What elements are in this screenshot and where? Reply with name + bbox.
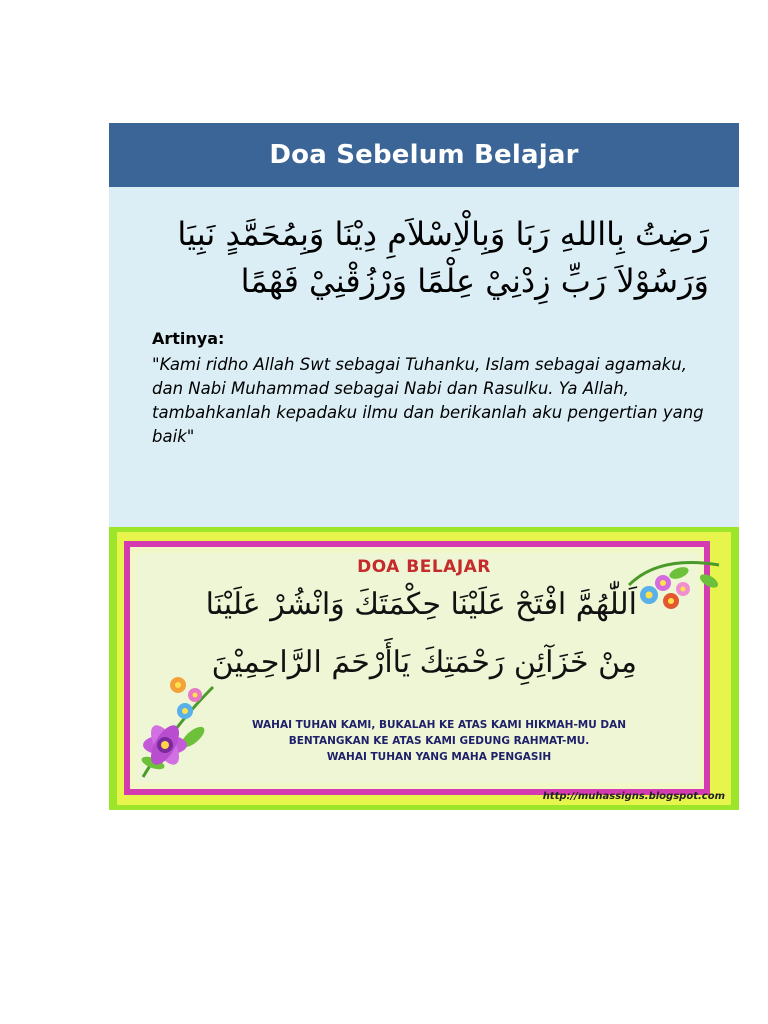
flower-cluster-left-icon <box>123 667 223 787</box>
card-translation-line-1: WAHAI TUHAN KAMI, BUKALAH KE ATAS KAMI HIKMAH-MU DAN <box>251 719 627 731</box>
card-source-url: http://muhassigns.blogspot.com <box>542 791 725 802</box>
page-title: Doa Sebelum Belajar <box>269 140 579 170</box>
card-arabic-line-1: اَللّٰهُمَّ افْتَحْ عَلَيْنَا حِكْمَتَكَ وَانْشُرْ عَلَيْنَا <box>205 587 637 622</box>
card-title: DOA BELAJAR <box>357 557 491 577</box>
card-arabic-line-2: مِنْ خَزَآئِنِ رَحْمَتِكَ يَاأَرْحَمَ الرَّاحِمِيْنَ <box>211 645 637 680</box>
card-translation-line-3: WAHAI TUHAN YANG MAHA PENGASIH <box>326 751 552 763</box>
doa-panel <box>109 187 739 527</box>
doa-belajar-card <box>109 527 739 810</box>
artinya-label: Artinya: <box>152 329 225 348</box>
prayer-meaning: "Kami ridho Allah Swt sebagai Tuhanku, Islam sebagai agamaku, dan Nabi Muhammad sebagai Nabi dan Rasulku. Ya Allah, tambahkanlah kepadaku ilmu dan berikanlah aku pengertian yang baik" <box>152 355 704 446</box>
doa-header <box>109 123 739 187</box>
arabic-prayer-line-2: وَرَسُوْلاَ رَبِّ زِدْنِيْ عِلْمًا وَرْزُقْنِيْ فَهْمًا <box>240 262 709 300</box>
card-translation-line-2: BENTANGKAN KE ATAS KAMI GEDUNG RAHMAT-MU. <box>288 735 590 747</box>
arabic-prayer-line-1: رَضِتُ بِااللهِ رَبَا وَبِالْاِسْلاَمِ دِيْنَا وَبِمُحَمَّدٍ نَبِيَا <box>177 215 709 253</box>
